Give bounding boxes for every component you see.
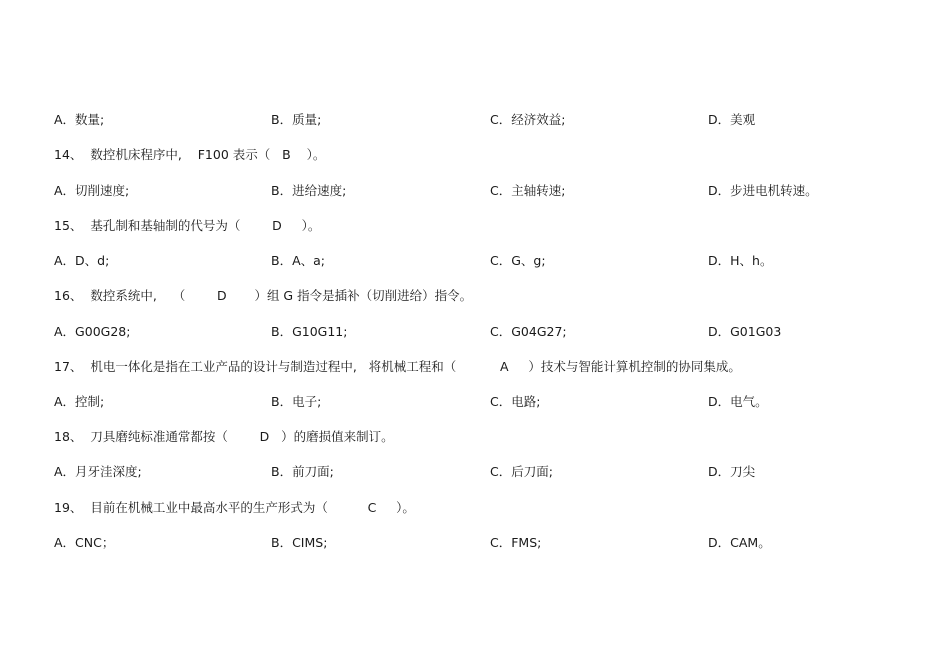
option-b: B．CIMS;	[271, 535, 328, 550]
option-c: C．G04G27;	[490, 324, 567, 339]
question-text: 14、 数控机床程序中, F100 表示（ B ）。	[54, 147, 326, 162]
option-b: B．A、a;	[271, 253, 325, 268]
question-text: 19、 目前在机械工业中最高水平的生产形式为（ C ）。	[54, 500, 415, 515]
option-c: C．后刀面;	[490, 464, 553, 479]
option-c: C．经济效益;	[490, 112, 566, 127]
option-d: D．步进电机转速。	[708, 183, 818, 198]
options-row-17	[54, 393, 930, 411]
question-17	[54, 358, 930, 376]
option-b: B．电子;	[271, 394, 322, 409]
option-d: D．美观	[708, 112, 756, 127]
options-row-14	[54, 182, 930, 200]
option-a: A．控制;	[54, 394, 105, 409]
option-a: A．D、d;	[54, 253, 110, 268]
question-text: 18、 刀具磨纯标准通常都按（ D ）的磨损值来制订。	[54, 429, 394, 444]
question-text: 17、 机电一体化是指在工业产品的设计与制造过程中, 将机械工程和（ A ）技术与智能计算机控制的协同集成。	[54, 359, 741, 374]
option-d: D．刀尖	[708, 464, 756, 479]
question-text: 16、 数控系统中, （ D ）组 G 指令是插补（切削进给）指令。	[54, 288, 473, 303]
option-c: C．主轴转速;	[490, 183, 566, 198]
question-14	[54, 146, 930, 164]
option-a: A．切削速度;	[54, 183, 130, 198]
option-a: A．G00G28;	[54, 324, 131, 339]
option-d: D．G01G03	[708, 324, 782, 339]
question-text: 15、 基孔制和基轴制的代号为（ D ）。	[54, 218, 321, 233]
option-a: A．数量;	[54, 112, 105, 127]
option-c: C．电路;	[490, 394, 541, 409]
option-b: B．G10G11;	[271, 324, 348, 339]
option-d: D．电气。	[708, 394, 768, 409]
option-b: B．进给速度;	[271, 183, 347, 198]
options-row-18	[54, 463, 930, 481]
options-row-15	[54, 252, 930, 270]
question-16	[54, 287, 930, 305]
option-c: C．G、g;	[490, 253, 546, 268]
options-row-13	[54, 111, 930, 129]
question-15	[54, 217, 930, 235]
options-row-16	[54, 323, 930, 341]
question-18	[54, 428, 930, 446]
option-a: A．月牙洼深度;	[54, 464, 142, 479]
question-19	[54, 499, 930, 517]
option-a: A．CNC；	[54, 535, 115, 550]
option-d: D．H、h。	[708, 253, 773, 268]
option-d: D．CAM。	[708, 535, 771, 550]
option-b: B．前刀面;	[271, 464, 334, 479]
options-row-19	[54, 534, 930, 552]
option-c: C．FMS;	[490, 535, 542, 550]
option-b: B．质量;	[271, 112, 322, 127]
